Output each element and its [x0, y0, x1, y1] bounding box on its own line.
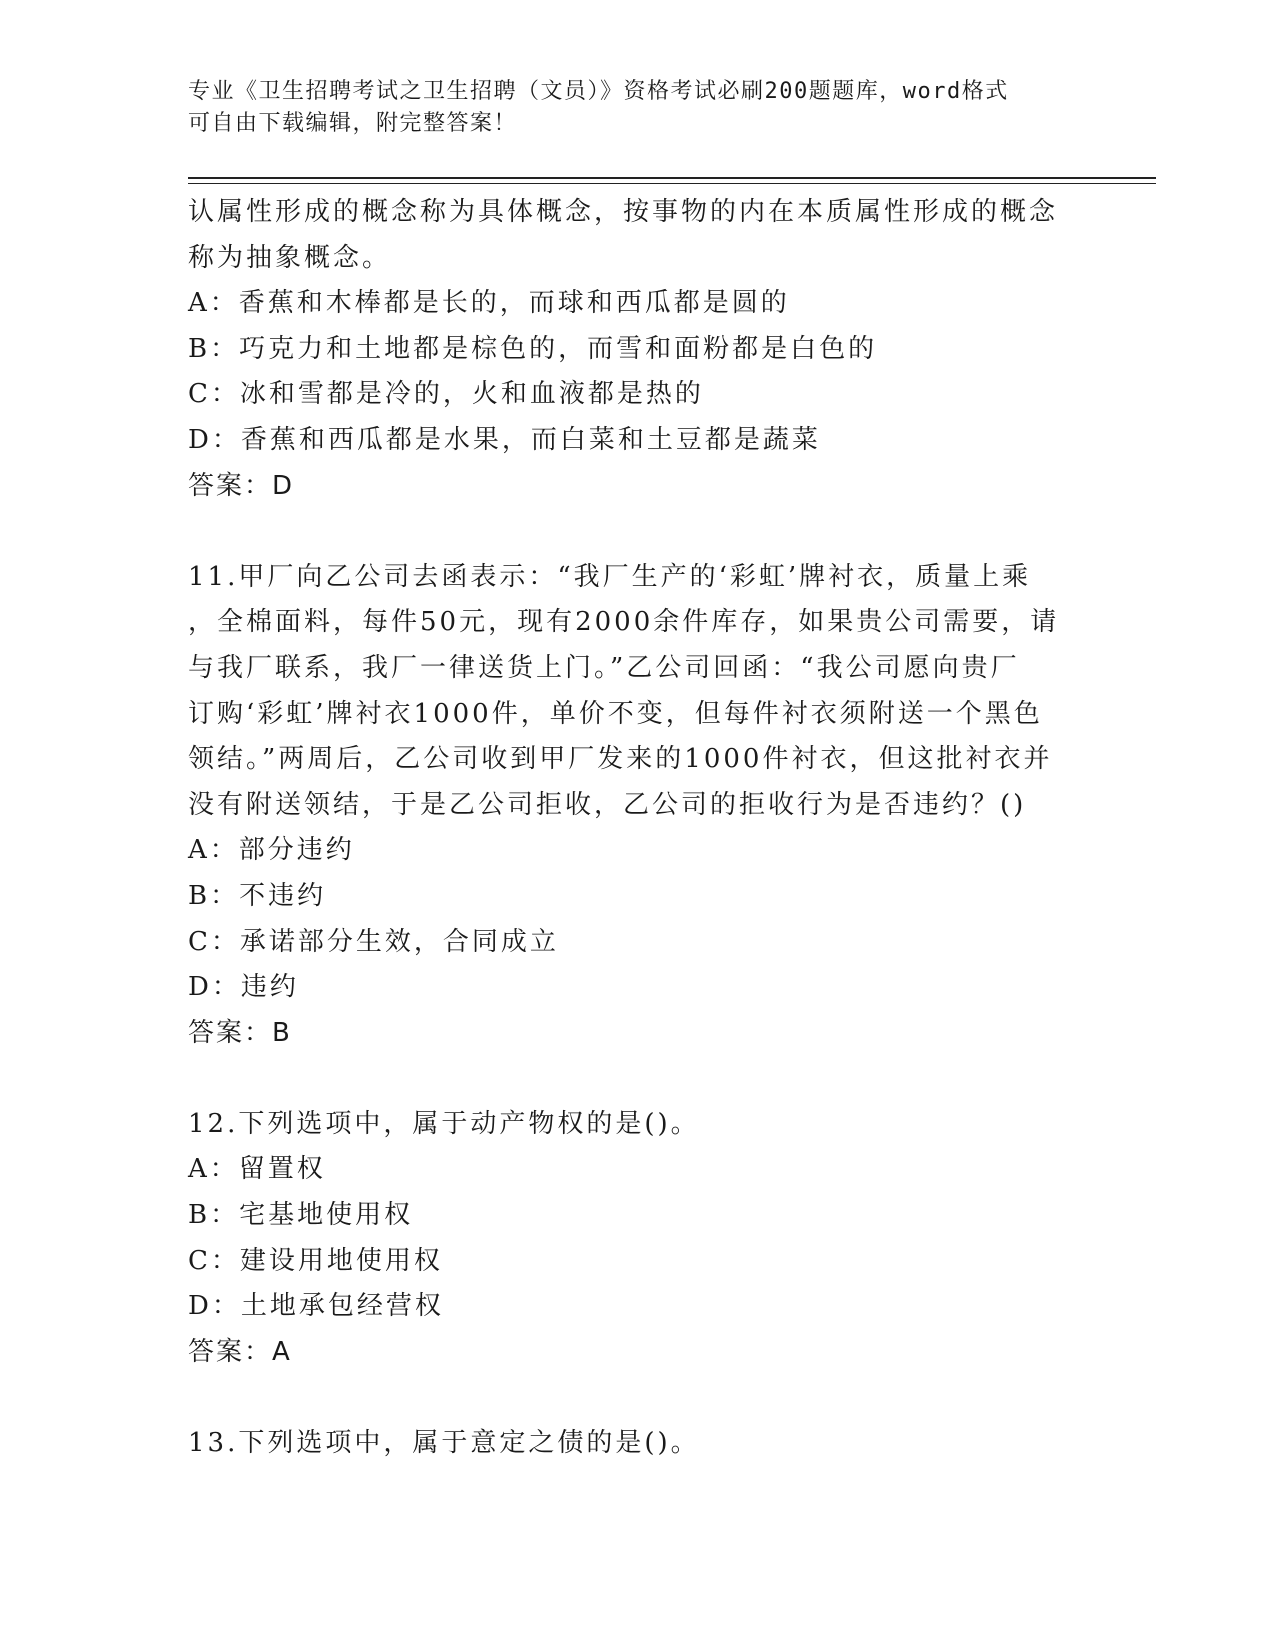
answer: 答案：A [188, 1336, 292, 1367]
option-d: D：香蕉和西瓜都是水果，而白菜和土豆都是蔬菜 [188, 424, 821, 455]
question-11-stem-line: 领结。”两周后，乙公司收到甲厂发来的1000件衬衣，但这批衬衣并 [188, 744, 1053, 775]
answer: 答案：B [188, 1017, 292, 1048]
continuation-line: 称为抽象概念。 [188, 242, 392, 273]
document-header [188, 76, 1068, 140]
header-rule-thick [188, 177, 1156, 179]
option-b: B：巧克力和土地都是棕色的，而雪和面粉都是白色的 [188, 333, 878, 364]
header-line-2: 可自由下载编辑，附完整答案！ [188, 111, 518, 136]
spacer [188, 1375, 1088, 1421]
option-c: C：建设用地使用权 [188, 1245, 443, 1276]
spacer [188, 1056, 1088, 1102]
question-11-stem-line: 与我厂联系，我厂一律送货上门。”乙公司回函：“我公司愿向贵厂 [188, 652, 1020, 683]
header-line-1: 专业《卫生招聘考试之卫生招聘（文员）》资格考试必刷200题题库，word格式 [188, 79, 1009, 104]
option-a: A：部分违约 [188, 835, 355, 866]
option-c: C：承诺部分生效，合同成立 [188, 926, 559, 957]
option-a: A：香蕉和木棒都是长的，而球和西瓜都是圆的 [188, 288, 790, 319]
question-11-stem-line: 11.甲厂向乙公司去函表示：“我厂生产的‘彩虹’牌衬衣，质量上乘 [188, 561, 1032, 592]
option-b: B：宅基地使用权 [188, 1200, 414, 1231]
question-13-stem: 13.下列选项中，属于意定之债的是()。 [188, 1428, 700, 1459]
question-11-stem-line: 没有附送领结，于是乙公司拒收，乙公司的拒收行为是否违约？() [188, 789, 1027, 820]
header-rule-thin [188, 183, 1156, 184]
option-c: C：冰和雪都是冷的，火和血液都是热的 [188, 379, 704, 410]
spacer [188, 509, 1088, 555]
answer: 答案：D [188, 470, 295, 501]
option-a: A：留置权 [188, 1154, 326, 1185]
option-b: B：不违约 [188, 880, 327, 911]
question-12-stem: 12.下列选项中，属于动产物权的是()。 [188, 1108, 700, 1139]
question-11-stem-line: 订购‘彩虹’牌衬衣1000件，单价不变，但每件衬衣须附送一个黑色 [188, 698, 1043, 729]
continuation-line: 认属性形成的概念称为具体概念，按事物的内在本质属性形成的概念 [188, 197, 1059, 227]
document-body [188, 190, 1088, 1467]
option-d: D：土地承包经营权 [188, 1291, 444, 1322]
option-d: D：违约 [188, 972, 299, 1003]
question-11-stem-line: ，全棉面料，每件50元，现有2000余件库存，如果贵公司需要，请 [188, 607, 1060, 638]
